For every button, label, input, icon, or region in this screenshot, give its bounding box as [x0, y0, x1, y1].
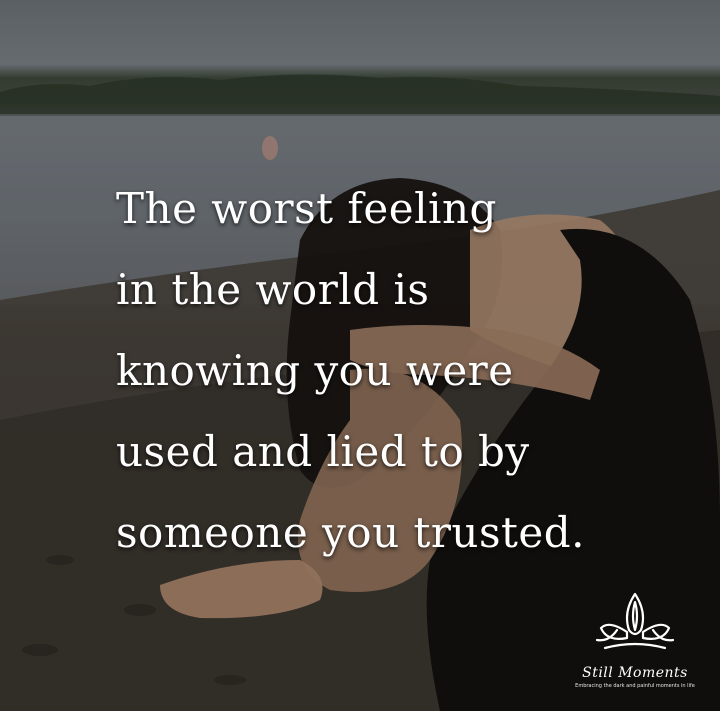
quote-line-4: used and lied to by: [116, 427, 530, 476]
quote-line-5: someone you trusted.: [116, 508, 586, 557]
quote-text: [116, 168, 676, 573]
brand-name: Still Moments: [582, 665, 688, 681]
quote-line-3: knowing you were: [116, 346, 514, 395]
quote-line-1: The worst feeling: [116, 184, 497, 233]
lotus-icon: [595, 590, 675, 658]
quote-line-2: in the world is: [116, 265, 430, 314]
brand-tagline: Embracing the dark and painful moments in life: [575, 683, 695, 689]
brand-logo: [555, 590, 715, 689]
